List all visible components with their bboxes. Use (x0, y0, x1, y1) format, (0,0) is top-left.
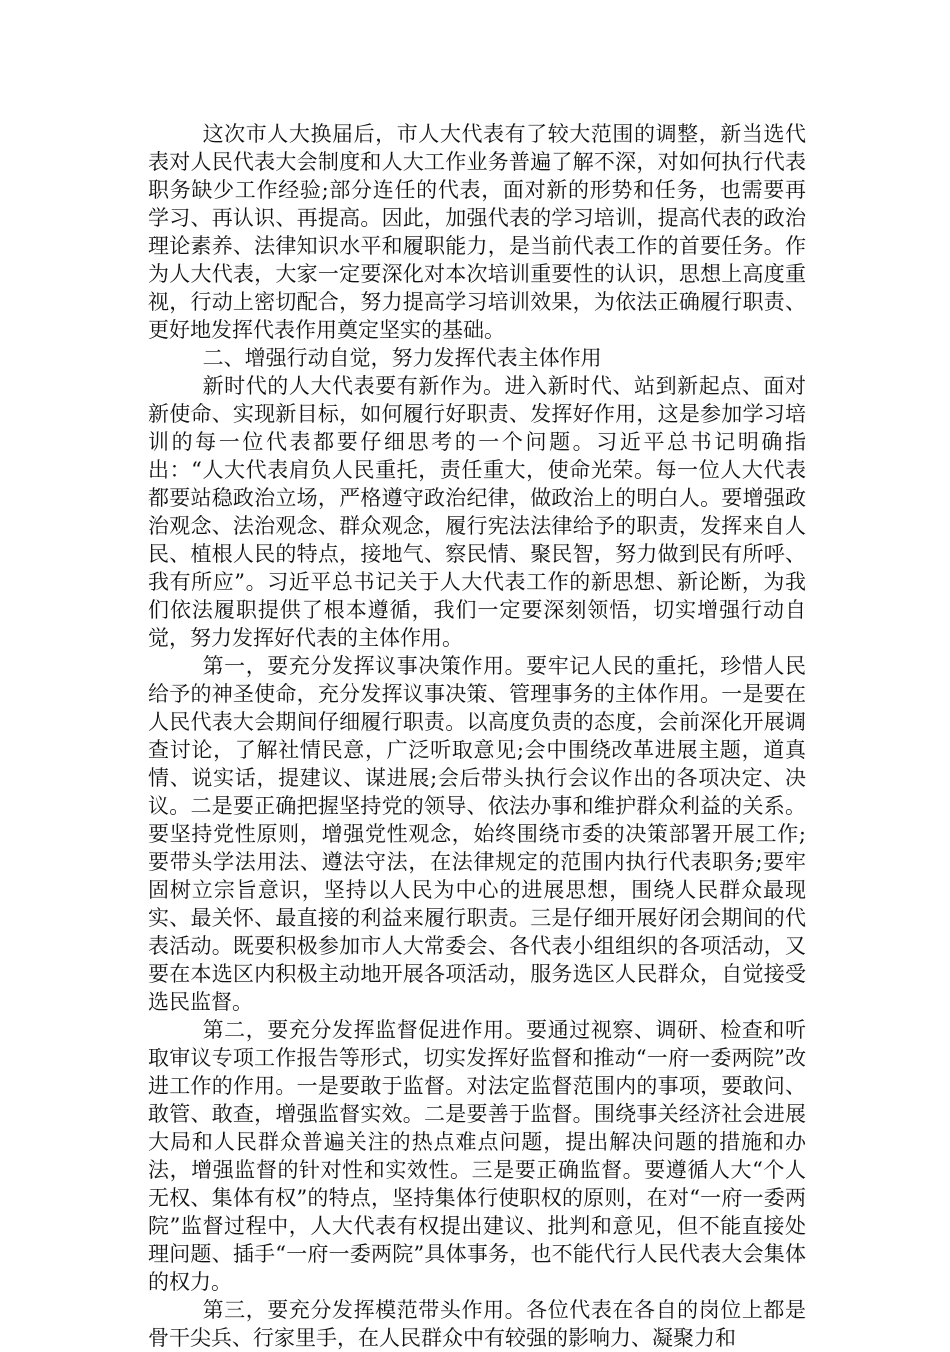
paragraph-training-importance: 这次市人大换届后，市人大代表有了较大范围的调整，新当选代表对人民代表大会制度和人大工作业务普遍了解不深，对如何执行代表职务缺少工作经验;部分连任的代表，面对新的形势和任务，也需要再学习、再认识、再提高。因此，加强代表的学习培训，提高代表的政治理论素养、法律知识水平和履职能力，是当前代表工作的首要任务。作为人大代表，大家一定要深化对本次培训重要性的认识，思想上高度重视，行动上密切配合，努力提高学习培训效果，为依法正确履行职责、更好地发挥代表作用奠定坚实的基础。 (148, 122, 806, 342)
document-body (148, 120, 806, 1352)
paragraph-third-model: 第三，要充分发挥模范带头作用。各位代表在各自的岗位上都是骨干尖兵、行家里手，在人民群众中有较强的影响力、凝聚力和 (148, 1298, 806, 1350)
paragraph-new-era: 新时代的人大代表要有新作为。进入新时代、站到新起点、面对新使命、实现新目标，如何履行好职责、发挥好作用，这是参加学习培训的每一位代表都要仔细思考的一个问题。习近平总书记明确指出：“人大代表肩负人民重托，责任重大，使命光荣。每一位人大代表都要站稳政治立场，严格遵守政治纪律，做政治上的明白人。要增强政治观念、法治观念、群众观念，履行宪法法律给予的职责，发挥来自人民、植根人民的特点，接地气、察民情、聚民智，努力做到民有所呼、我有所应”。习近平总书记关于人大代表工作的新思想、新论断，为我们依法履职提供了根本遵循，我们一定要深刻领悟，切实增强行动自觉，努力发挥好代表的主体作用。 (148, 374, 806, 650)
paragraph-second-supervision: 第二，要充分发挥监督促进作用。要通过视察、调研、检查和听取审议专项工作报告等形式，切实发挥好监督和推动“一府一委两院”改进工作的作用。一是要敢于监督。对法定监督范围内的事项，要敢问、敢管、敢查，增强监督实效。二是要善于监督。围绕事关经济社会进展大局和人民群众普遍关注的热点难点问题，提出解决问题的措施和办法，增强监督的针对性和实效性。三是要正确监督。要遵循人大“个人无权、集体有权”的特点，坚持集体行使职权的原则，在对“一府一委两院”监督过程中，人大代表有权提出建议、批判和意见，但不能直接处理问题、插手“一府一委两院”具体事务，也不能代行人民代表大会集体的权力。 (148, 1018, 806, 1294)
section-heading-2: 二、增强行动自觉，努力发挥代表主体作用 (202, 346, 602, 370)
paragraph-first-decision: 第一，要充分发挥议事决策作用。要牢记人民的重托，珍惜人民给予的神圣使命，充分发挥议事决策、管理事务的主体作用。一是要在人民代表大会期间仔细履行职责。以高度负责的态度，会前深化开展调查讨论，了解社情民意，广泛听取意见;会中围绕改革进展主题，道真情、说实话，提建议、谋进展;会后带头执行会议作出的各项决定、决议。二是要正确把握坚持党的领导、依法办事和维护群众利益的关系。要坚持党性原则，增强党性观念，始终围绕市委的决策部署开展工作;要带头学法用法、遵法守法，在法律规定的范围内执行代表职务;要牢固树立宗旨意识，坚持以人民为中心的进展思想，围绕人民群众最现实、最关怀、最直接的利益来履行职责。三是仔细开展好闭会期间的代表活动。既要积极参加市人大常委会、各代表小组组织的各项活动，又要在本选区内积极主动地开展各项活动，服务选区人民群众，自觉接受选民监督。 (148, 654, 806, 1014)
